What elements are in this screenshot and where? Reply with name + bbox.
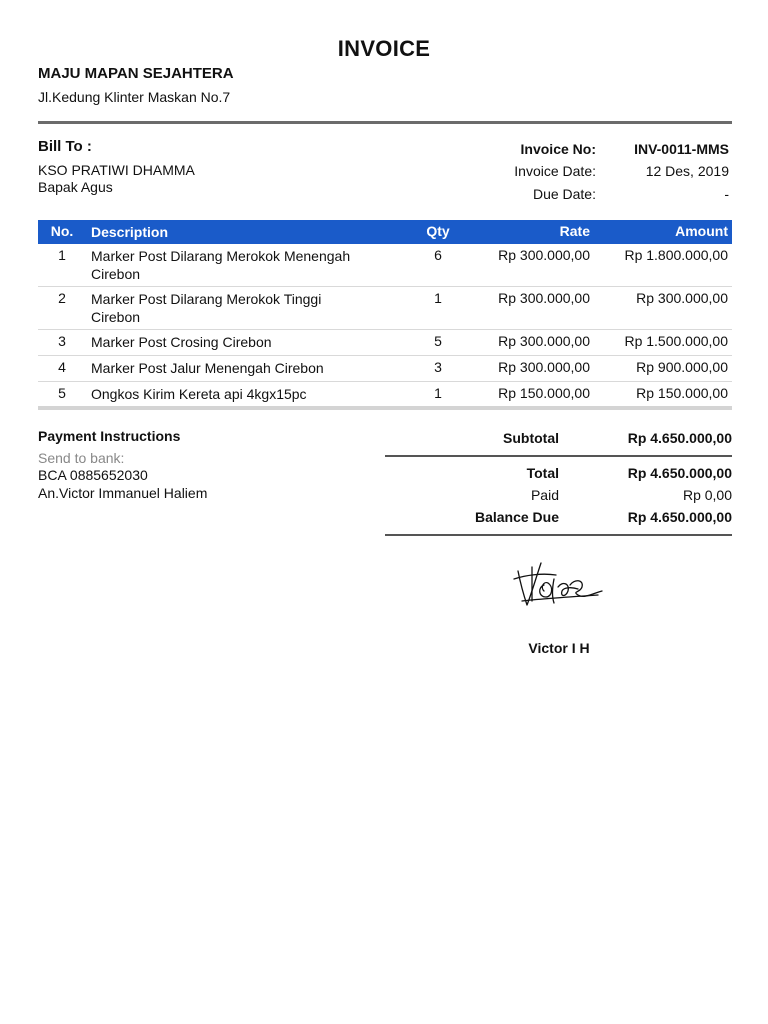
total-label: Total: [526, 465, 559, 481]
row-no: 1: [58, 247, 66, 263]
invoice-date: 12 Des, 2019: [645, 163, 729, 179]
row-rate: Rp 150.000,00: [498, 385, 590, 401]
signer-name: Victor I H: [528, 640, 590, 656]
row-no: 5: [58, 385, 66, 401]
paid-value: Rp 0,00: [682, 487, 732, 503]
invoice-number-row: [420, 141, 729, 161]
paid-row: [385, 487, 732, 507]
due-date: -: [724, 186, 729, 202]
bill-to-label: Bill To :: [38, 138, 92, 155]
row-amount: Rp 300.000,00: [636, 290, 728, 306]
due-date-label: Due Date:: [532, 186, 596, 202]
header-divider: [38, 121, 732, 124]
payment-instructions-label: Payment Instructions: [38, 428, 181, 444]
row-qty: 1: [434, 290, 442, 306]
row-qty: 3: [434, 359, 442, 375]
subtotal-label: Subtotal: [503, 430, 559, 446]
subtotal-row: [385, 430, 732, 450]
row-rate: Rp 300.000,00: [498, 333, 590, 349]
invoice-title: INVOICE: [337, 36, 431, 61]
bill-to-name: KSO PRATIWI DHAMMA: [38, 162, 195, 178]
balance-due-label: Balance Due: [474, 509, 559, 525]
totals-bottom-divider: [385, 534, 732, 536]
header-rate: Rate: [559, 223, 590, 239]
table-bottom-border: [38, 406, 732, 410]
company-address: Jl.Kedung Klinter Maskan No.7: [38, 89, 231, 105]
table-row: [38, 330, 732, 356]
total-value: Rp 4.650.000,00: [627, 465, 732, 481]
table-row: [38, 287, 732, 330]
header-no: No.: [50, 223, 74, 239]
line-items-table: [38, 220, 732, 410]
row-rate: Rp 300.000,00: [498, 359, 590, 375]
row-rate: Rp 300.000,00: [498, 290, 590, 306]
table-header: [38, 220, 732, 244]
row-amount: Rp 150.000,00: [636, 385, 728, 401]
balance-due-value: Rp 4.650.000,00: [627, 509, 732, 525]
header-qty: Qty: [426, 223, 450, 239]
due-date-row: [420, 186, 729, 206]
payment-send-to-bank: Send to bank:: [38, 450, 125, 466]
row-qty: 1: [434, 385, 442, 401]
totals-divider: [385, 455, 732, 457]
row-amount: Rp 900.000,00: [636, 359, 728, 375]
total-row: [385, 465, 732, 485]
row-description: Marker Post Dilarang Merokok Menengah Cirebon: [91, 248, 351, 282]
subtotal-value: Rp 4.650.000,00: [627, 430, 732, 446]
invoice-number-label: Invoice No:: [520, 141, 596, 157]
row-no: 3: [58, 333, 66, 349]
table-row: [38, 356, 732, 382]
row-amount: Rp 1.500.000,00: [624, 333, 728, 349]
row-qty: 6: [434, 247, 442, 263]
payment-bank-account: BCA 0885652030: [38, 467, 148, 483]
bill-to-contact: Bapak Agus: [38, 179, 113, 195]
invoice-date-label: Invoice Date:: [514, 163, 596, 179]
row-rate: Rp 300.000,00: [498, 247, 590, 263]
header-description: Description: [91, 224, 169, 240]
handwritten-signature: [508, 557, 608, 617]
invoice-number: INV-0011-MMS: [634, 141, 729, 157]
row-no: 4: [58, 359, 66, 375]
payment-account-name: An.Victor Immanuel Haliem: [38, 485, 208, 501]
row-description: Ongkos Kirim Kereta api 4kgx15pc: [91, 386, 307, 402]
paid-label: Paid: [530, 487, 559, 503]
balance-due-row: [385, 509, 732, 529]
row-description: Marker Post Crosing Cirebon: [91, 334, 272, 350]
row-description: Marker Post Dilarang Merokok Tinggi Cirebon: [91, 291, 322, 325]
row-description: Marker Post Jalur Menengah Cirebon: [91, 360, 324, 376]
row-no: 2: [58, 290, 66, 306]
row-amount: Rp 1.800.000,00: [624, 247, 728, 263]
table-row: [38, 382, 732, 406]
invoice-date-row: [420, 163, 729, 183]
row-qty: 5: [434, 333, 442, 349]
header-amount: Amount: [675, 223, 728, 239]
table-row: [38, 244, 732, 287]
company-name: MAJU MAPAN SEJAHTERA: [38, 65, 234, 82]
